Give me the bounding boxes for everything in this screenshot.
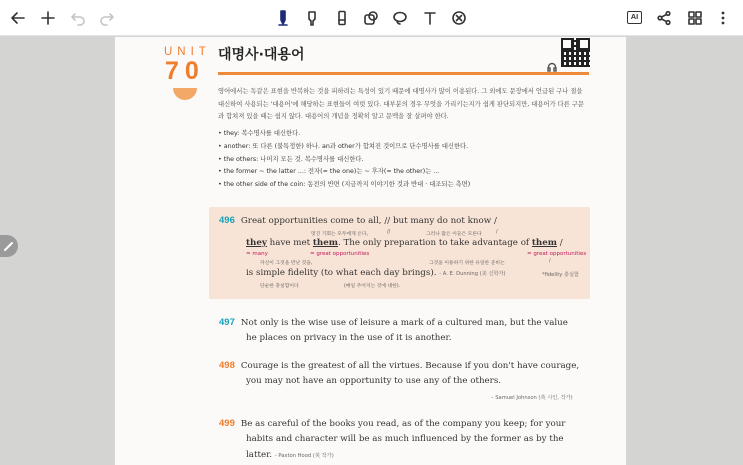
pronoun-they: they: [246, 238, 267, 248]
gloss: //: [387, 230, 391, 235]
text-icon[interactable]: [420, 8, 440, 28]
example-496-line3: is simple fidelity (to what each day brings). - A. E. Dunning (美 신학자): [246, 268, 506, 278]
pencil-icon: [3, 240, 15, 252]
gloss: (매일 주어지는 것에 대한).: [344, 284, 401, 289]
source: - Paxton Hood (英 작가): [274, 453, 334, 459]
example-number: 497: [219, 317, 235, 328]
reference-note: = great opportunities: [527, 251, 587, 257]
example-499-line2: habits and character will be as much influenced by the former as by the: [246, 434, 564, 444]
redo-icon[interactable]: [97, 8, 117, 28]
eraser-icon[interactable]: [332, 8, 352, 28]
example-499-line1: 499 Be as careful of the books you read, as of the company you keep; for your: [219, 418, 566, 429]
pronoun-them: them: [312, 238, 338, 248]
shape-icon[interactable]: [361, 8, 381, 28]
gloss: 그러나 많은 이들은 모른다: [426, 232, 482, 237]
example-497-line1: 497 Not only is the wise use of leisure a mark of a cultured man, but the value: [219, 317, 568, 328]
grid-icon[interactable]: [685, 8, 705, 28]
example-498-line1: 498 Courage is the greatest of all the virtues. Because if you don't have courage,: [219, 360, 580, 371]
source: – Samuel Johnson (英 시인, 작가): [491, 395, 573, 401]
example-number: 496: [219, 215, 235, 226]
undo-icon[interactable]: [68, 8, 88, 28]
bullet-item: • they: 복수명사를 대신한다.: [218, 128, 590, 141]
highlighter-icon[interactable]: [302, 8, 322, 28]
bullet-item: • the former ~ the latter ...: 전자(= the one)는 ~ 후자(= the other)는 ...: [218, 166, 590, 179]
ai-icon[interactable]: AI: [627, 11, 642, 24]
close-circle-icon[interactable]: [449, 8, 469, 28]
gloss: 그것을 이용하기 위한 유일한 준비는: [429, 261, 505, 266]
example-number: 499: [219, 418, 235, 429]
unit-number: 70: [165, 57, 205, 85]
title-divider: [218, 72, 589, 75]
bullet-item: • the others: 나머지 모든 것. 복수명사를 대신한다.: [218, 154, 590, 167]
share-icon[interactable]: [654, 8, 674, 28]
bullet-list: [218, 128, 590, 192]
example-497-line2: he places on privacy in the use of it is another.: [246, 333, 452, 343]
document-page[interactable]: [115, 37, 626, 465]
example-496-line1: 496 Great opportunities come to all, // but many do not know /: [219, 215, 497, 226]
back-arrow-icon[interactable]: [8, 8, 28, 28]
intro-paragraph: 영어에서는 독같은 표현을 반복하는 것을 피하려는 특성이 있기 때문에 대명사가 많이 이용된다. 그 외에도 문장에서 언급된 구나 절을 대신하여 사용되는 '대용어'에 해당하는 표현들이 여럿 있다. 대부분의 경우 무엇을 가리키는지가 쉽게 판단되지만, 대용어가 다른 구문과 합쳐져 있을 때는 쉽지 않다. 대용어의 개념을 정확히 알고 문맥을 잘 살펴야 한다.: [218, 88, 584, 120]
unit-decoration: [173, 88, 197, 100]
footnote: *fidelity 충실함: [542, 272, 580, 278]
pronoun-them: them: [531, 238, 557, 248]
gloss: 멋진 기회는 모두에게 온다,: [311, 232, 369, 237]
reference-note: = many: [246, 251, 268, 257]
bullet-item: • the other side of the coin: 동전의 반면 (지금까지 이야기한 것과 반대 · 대조되는 측면): [218, 179, 590, 192]
lasso-icon[interactable]: [390, 8, 410, 28]
gloss: /: [549, 259, 551, 264]
reference-note: = great opportunities: [310, 251, 370, 257]
qr-code[interactable]: [561, 38, 590, 67]
example-number: 498: [219, 360, 235, 371]
example-498-line2: you may not have an opportunity to use any of the others.: [246, 376, 502, 386]
bullet-item: • another: 또 다른 (불특정한) 하나. an과 other가 합쳐진 것이므로 단수명사를 대신한다.: [218, 141, 590, 154]
more-icon[interactable]: [713, 8, 733, 28]
example-496-line2: they have met them. The only preparation to take advantage of them /: [246, 238, 563, 248]
source: - A. E. Dunning (美 신학자): [439, 271, 506, 277]
top-toolbar: [0, 0, 743, 36]
headphone-icon[interactable]: [547, 57, 557, 67]
plus-icon[interactable]: [38, 8, 58, 28]
gloss: 단순한 충실함이다: [260, 284, 299, 289]
page-title: 대명사·대용어: [218, 47, 305, 63]
floating-pencil-button[interactable]: [0, 235, 18, 257]
pen-icon[interactable]: [273, 8, 293, 28]
gloss: 자신이 그것을 만난 것을,: [260, 261, 313, 266]
gloss: /: [496, 230, 498, 235]
example-499-line3: latter. - Paxton Hood (英 작가): [246, 450, 334, 460]
unit-label: UNIT: [164, 46, 211, 58]
